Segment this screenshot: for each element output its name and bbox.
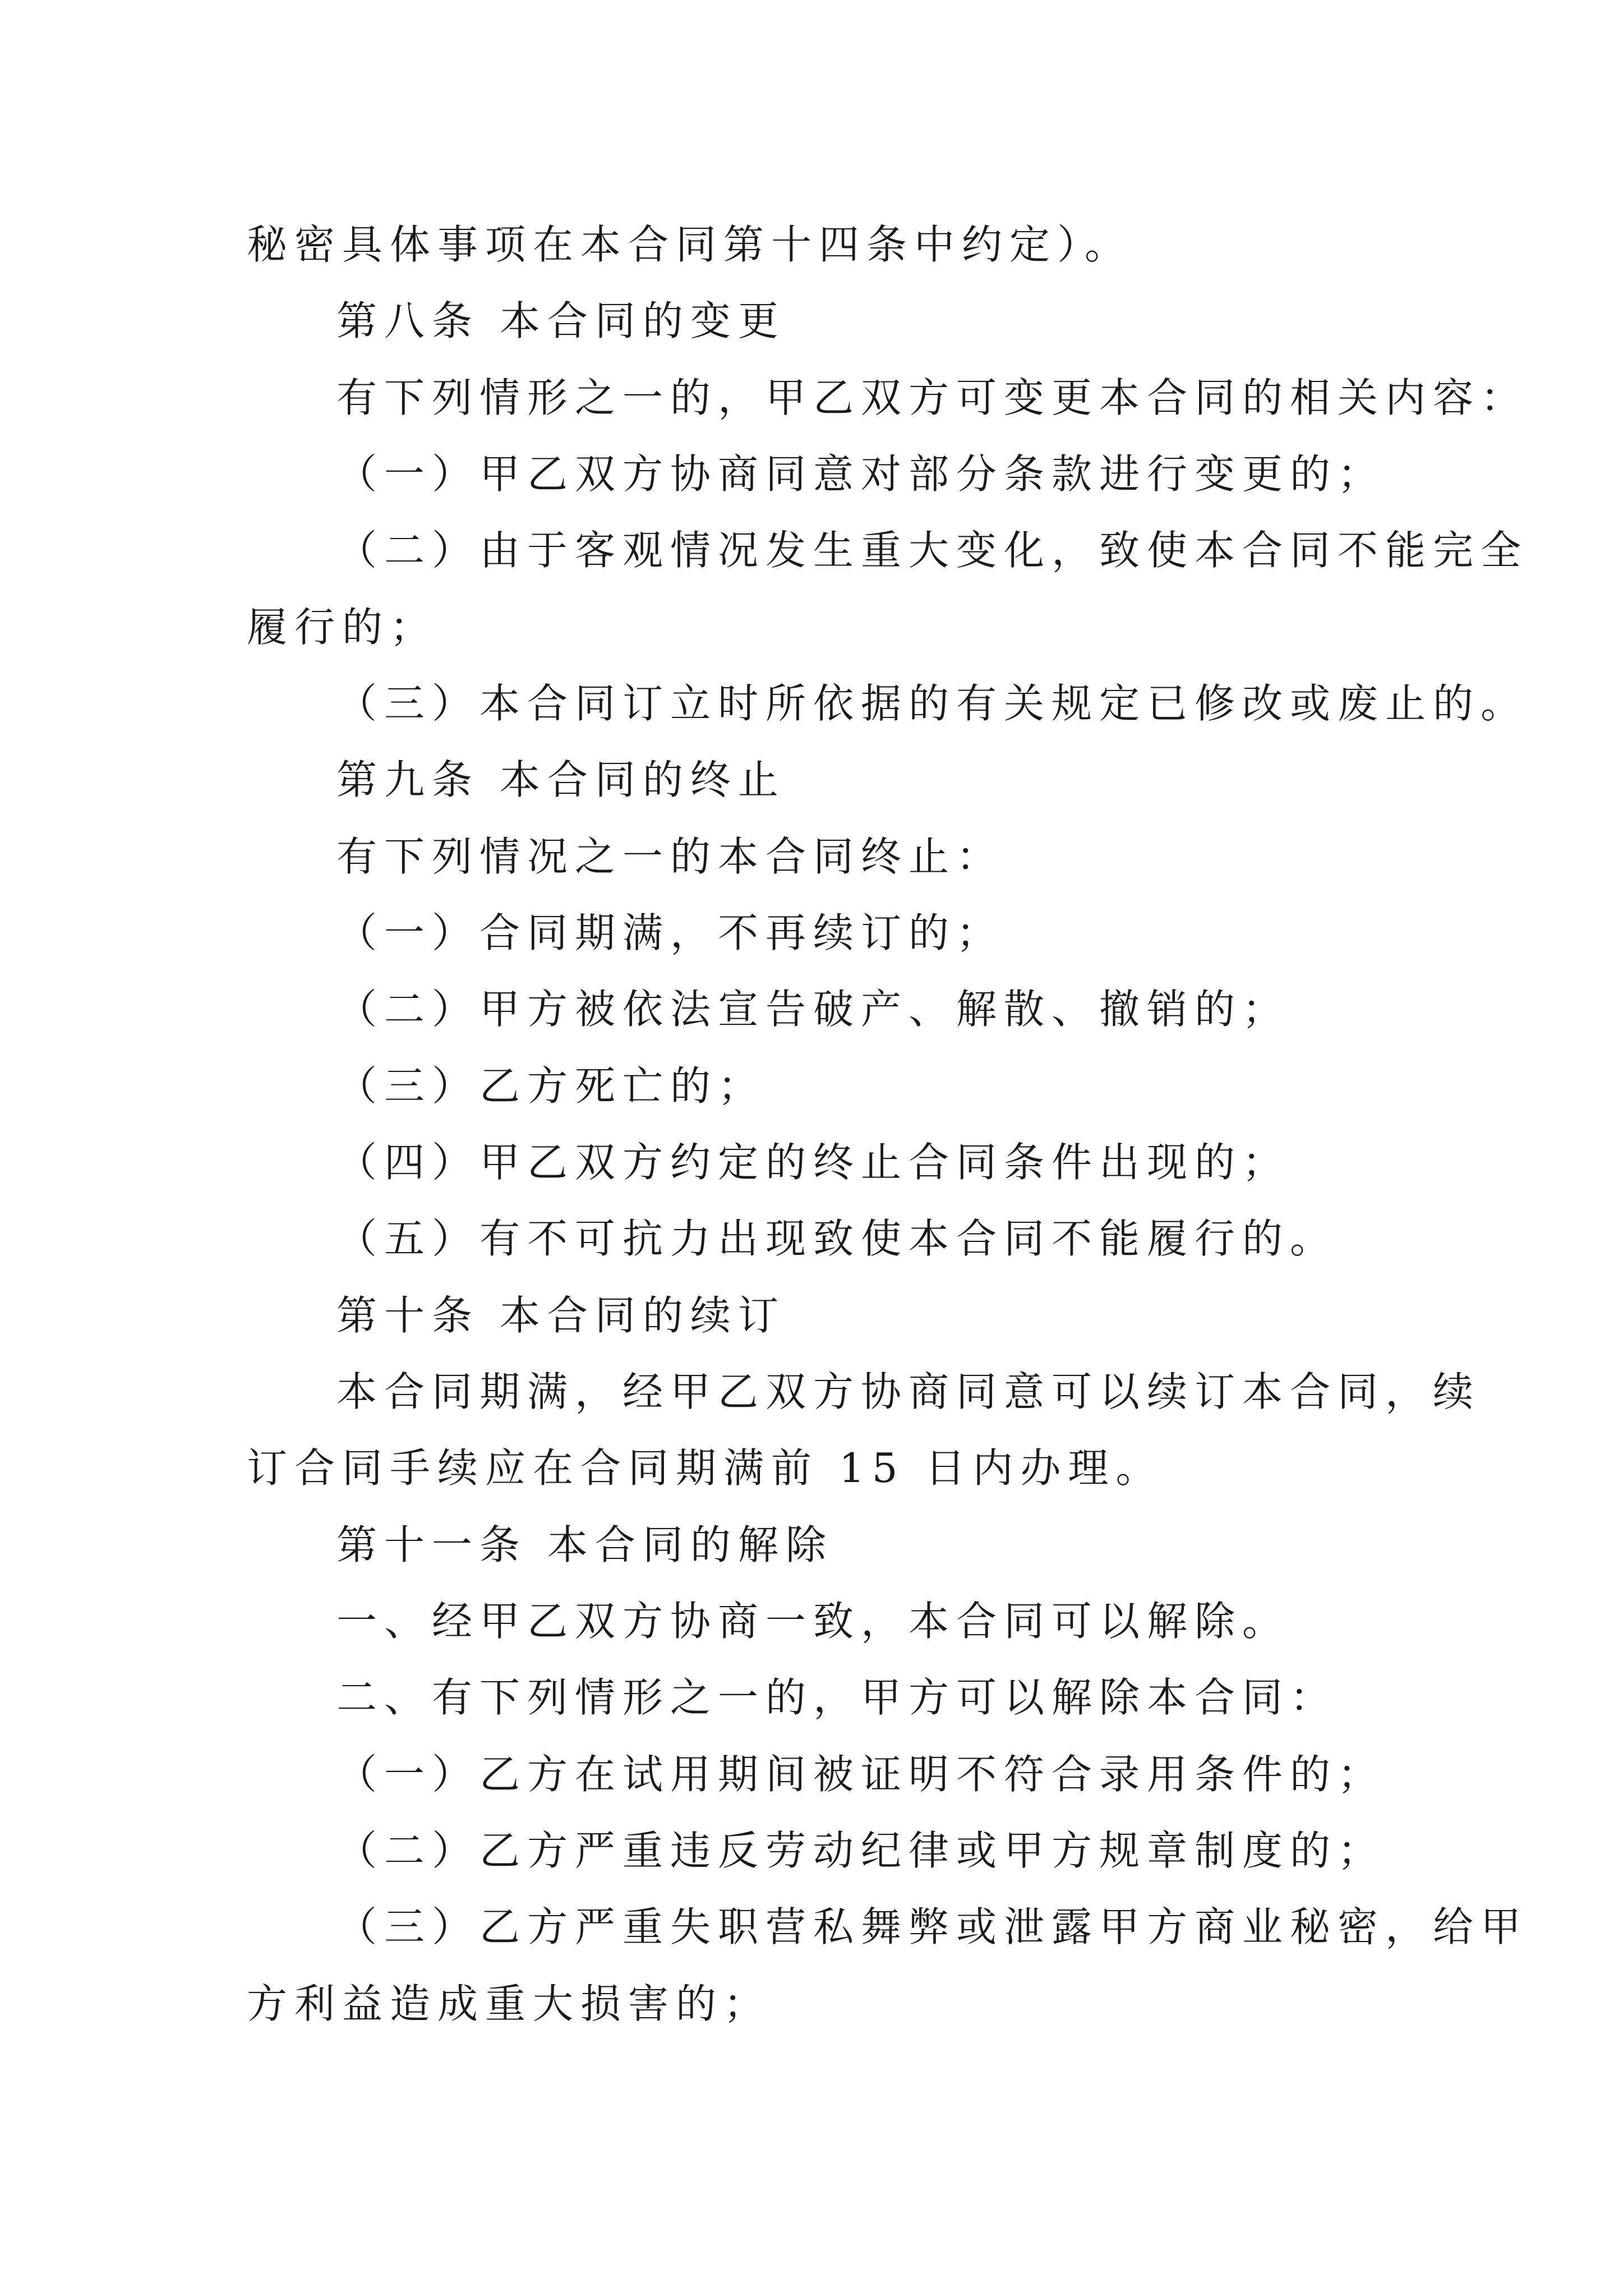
list-item: 一、经甲乙双方协商一致，本合同可以解除。 <box>336 1598 1290 1645</box>
text-line: 有下列情况之一的本合同终止： <box>336 833 1004 880</box>
article-heading: 第八条 本合同的变更 <box>336 297 786 344</box>
list-item: （一）甲乙双方协商同意对部分条款进行变更的； <box>336 450 1386 498</box>
list-item: （五）有不可抗力出现致使本合同不能履行的。 <box>336 1215 1338 1262</box>
article-heading: 第九条 本合同的终止 <box>336 756 786 803</box>
list-item: （二）乙方严重违反劳动纪律或甲方规章制度的； <box>336 1827 1386 1874</box>
article-heading: 第十一条 本合同的解除 <box>336 1521 833 1568</box>
list-item: 二、有下列情形之一的，甲方可以解除本合同： <box>336 1674 1338 1721</box>
list-item: （二）甲方被依法宣告破产、解散、撤销的； <box>336 986 1290 1033</box>
text-line: 秘密具体事项在本合同第十四条中约定）。 <box>247 221 1133 268</box>
text-line: 履行的； <box>247 604 438 651</box>
list-item: （一）乙方在试用期间被证明不符合录用条件的； <box>336 1751 1386 1798</box>
list-item: （二）由于客观情况发生重大变化，致使本合同不能完全 <box>336 527 1529 574</box>
list-item: （一）合同期满，不再续订的； <box>336 909 1004 956</box>
text-line: 方利益造成重大损害的； <box>247 1980 772 2027</box>
list-item: （三）乙方死亡的； <box>336 1062 766 1110</box>
article-heading: 第十条 本合同的续订 <box>336 1292 786 1339</box>
list-item: （三）本合同订立时所依据的有关规定已修改或废止的。 <box>336 680 1529 727</box>
text-line: 有下列情形之一的，甲乙双方可变更本合同的相关内容： <box>336 374 1529 421</box>
list-item: （三）乙方严重失职营私舞弊或泄露甲方商业秘密，给甲 <box>336 1903 1529 1950</box>
text-line: 本合同期满，经甲乙双方协商同意可以续订本合同，续 <box>336 1368 1481 1415</box>
list-item: （四）甲乙双方约定的终止合同条件出现的； <box>336 1139 1290 1186</box>
text-line: 订合同手续应在合同期满前 15 日内办理。 <box>247 1444 1164 1492</box>
